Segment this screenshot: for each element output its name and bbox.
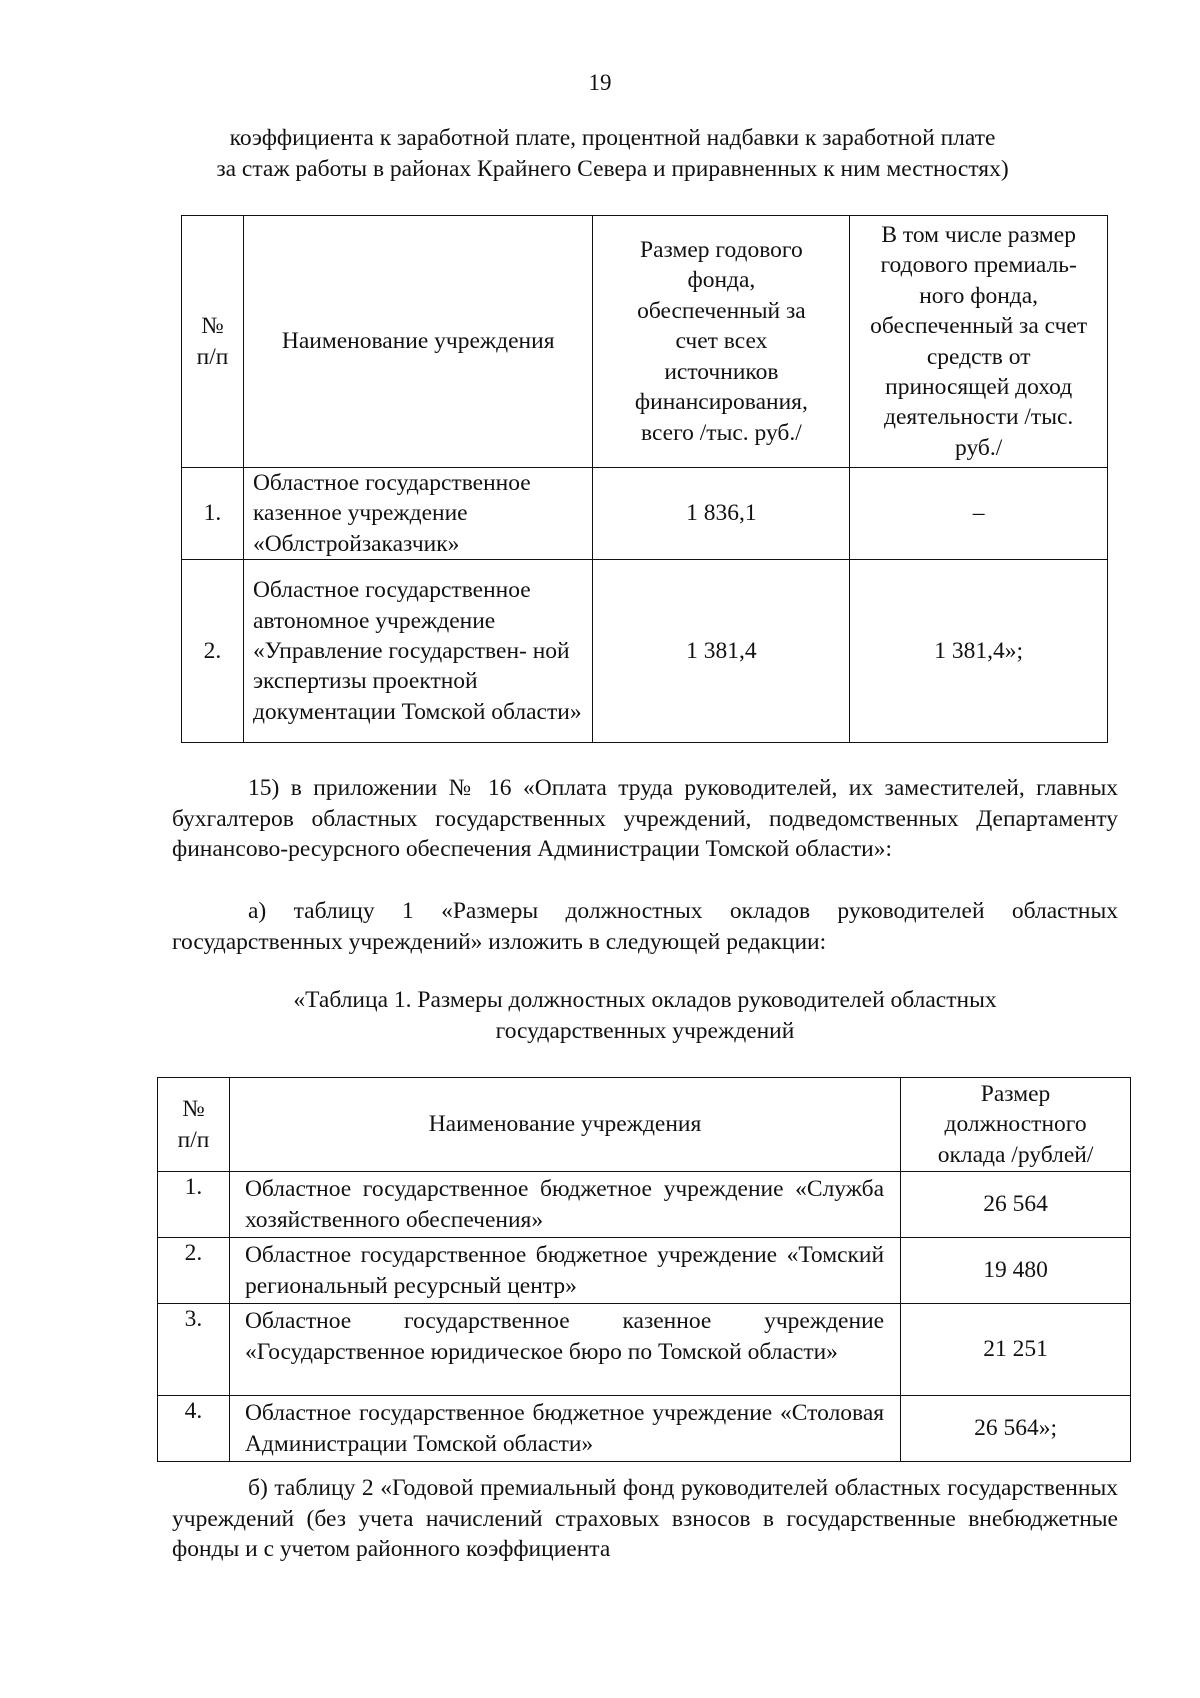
row-name: Областное государственное бюджетное учреждение «Столовая Администрации Томской области»: [229, 1396, 900, 1462]
continuation-line-2: за стаж работы в районах Крайнего Севера и приравненных к ним местностях): [216, 156, 1009, 182]
row-total: 1 381,4: [593, 560, 850, 743]
premium-fund-table: [181, 215, 1108, 743]
header-income-fund: В том числе размер годового премиаль- ного фонда, обеспеченный за счет средств от приносящей доход деятельности /тыс. руб./: [850, 216, 1108, 468]
salary-table: [157, 1077, 1131, 1462]
table-row: [158, 1396, 1131, 1462]
header-num: № п/п: [158, 1078, 230, 1172]
header-total-fund: Размер годового фонда, обеспеченный за счет всех источников финансирования, всего /тыс. руб./: [593, 216, 850, 468]
continuation-heading: [150, 123, 1075, 185]
header-salary: Размер должностного оклада /рублей/: [901, 1078, 1131, 1172]
row-num: 2.: [182, 560, 244, 743]
row-income: 1 381,4»;: [850, 560, 1108, 743]
header-num: № п/п: [182, 216, 244, 468]
table-row: [182, 560, 1108, 743]
paragraph-a: а) таблицу 1 «Размеры должностных окладов руководителей областных государственных учреждений» изложить в следующей редакции:: [172, 898, 1118, 955]
header-name: Наименование учреждения: [229, 1078, 900, 1172]
row-name: Областное государственное бюджетное учреждение «Служба хозяйственного обеспечения»: [229, 1172, 900, 1238]
row-num: 1.: [158, 1172, 230, 1238]
row-income: –: [850, 468, 1108, 560]
row-salary: 26 564: [901, 1172, 1131, 1238]
row-num: 3.: [158, 1304, 230, 1396]
row-salary: 19 480: [901, 1238, 1131, 1304]
row-num: 2.: [158, 1238, 230, 1304]
row-num: 1.: [182, 468, 244, 560]
row-name: Областное государственное казенное учреждение «Облстройзаказчик»: [243, 468, 593, 560]
row-name: Областное государственное бюджетное учреждение «Томский региональный ресурсный центр»: [229, 1238, 900, 1304]
table-caption-line-2: государственных учреждений: [495, 1018, 795, 1044]
page-number: 19: [588, 70, 612, 95]
row-salary: 26 564»;: [901, 1396, 1131, 1462]
table-row: [158, 1238, 1131, 1304]
row-num: 4.: [158, 1396, 230, 1462]
table-header-row: [158, 1078, 1131, 1172]
row-name: Областное государственное автономное учреждение «Управление государствен- ной экспертизы проектной документации Томской области»: [243, 560, 593, 743]
row-total: 1 836,1: [593, 468, 850, 560]
continuation-line-1: коэффициента к заработной плате, процентной надбавки к заработной плате: [229, 125, 996, 151]
table-caption-line-1: «Таблица 1. Размеры должностных окладов руководителей областных: [293, 987, 997, 1013]
table-row: [158, 1304, 1131, 1396]
row-name: Областное государственное казенное учреждение «Государственное юридическое бюро по Томской области»: [229, 1304, 900, 1396]
paragraph-b: б) таблицу 2 «Годовой премиальный фонд руководителей областных государственных учреждений (без учета начислений страховых взносов в государственные внебюджетные фонды и с учетом районного коэффициента: [172, 1475, 1118, 1562]
row-salary: 21 251: [901, 1304, 1131, 1396]
table-header-row: [182, 216, 1108, 468]
table-row: [158, 1172, 1131, 1238]
paragraph-15: 15) в приложении № 16 «Оплата труда руководителей, их заместителей, главных бухгалтеров областных государственных учреждений, подведомственных Департаменту финансово-ресурсного обеспечения Администрации Томской области»:: [172, 775, 1118, 862]
header-name: Наименование учреждения: [243, 216, 593, 468]
table-caption: [170, 985, 1120, 1047]
table-row: [182, 468, 1108, 560]
